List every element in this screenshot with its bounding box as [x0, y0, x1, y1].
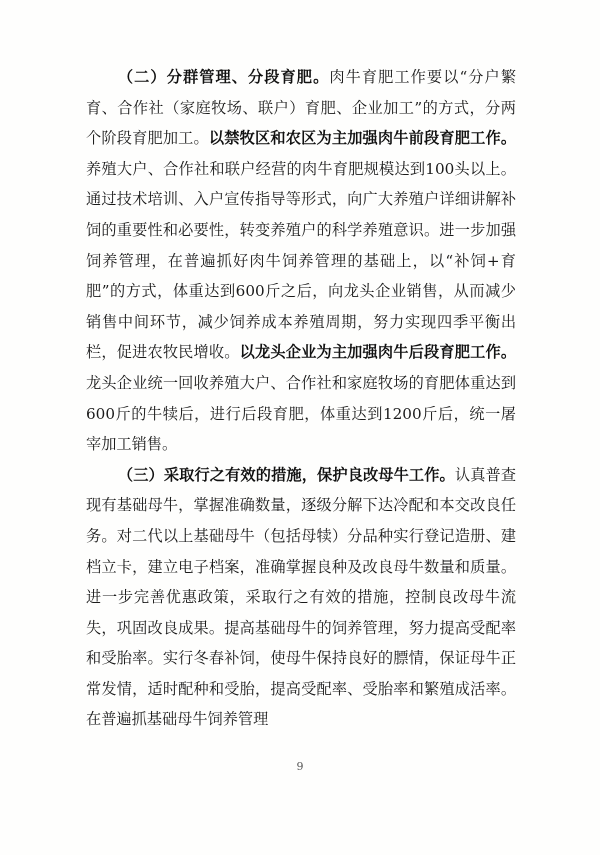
paragraph-text: 肉牛育肥工作要以“分户繁育、合作社（家庭牧场、联户）育肥、企业加工”的方式，分两个阶段育肥加工。 — [86, 68, 517, 148]
document-body — [86, 62, 516, 735]
paragraph-text: 龙头企业统一回收养殖大户、合作社和家庭牧场的育肥体重达到600斤的牛犊后，进行后段育肥，体重达到1200斤后，统一屠宰加工销售。 — [86, 373, 516, 454]
section-heading-2: （二）分群管理、分段育肥。 — [117, 68, 330, 86]
paragraph-protect-cows — [86, 460, 516, 735]
bold-statement-front-stage: 以禁牧区和农区为主加强肉牛前段育肥工作。 — [208, 129, 517, 148]
section-heading-3: （三）采取行之有效的措施，保护良改母牛工作。 — [117, 465, 455, 484]
page-number: 9 — [296, 760, 304, 773]
paragraph-grouped-management — [86, 62, 516, 460]
bold-statement-back-stage: 以龙头企业为主加强肉牛后段育肥工作。 — [239, 343, 517, 362]
paragraph-text: 认真普查现有基础母牛，掌握准确数量，逐级分解下达冷配和本交改良任务。对二代以上基础母牛（包括母犊）分品种实行登记造册、建档立卡，建立电子档案，准确掌握良种及改良母牛数量和质量。进一步完善优惠政策，采取行之有效的措施，控制良改母牛流失，巩固改良成果。提高基础母牛的饲养管理，努力提高受配率和受胎率。实行冬春补饲，使母牛保持良好的膘情，保证母牛正常发情，适时配种和受胎，提高受配率、受胎率和繁殖成活率。在普遍抓基础母牛饲养管理 — [86, 465, 517, 729]
paragraph-text: 养殖大户、合作社和联户经营的肉牛育肥规模达到100头以上。通过技术培训、入户宣传指导等形式，向广大养殖户详细讲解补饲的重要性和必要性，转变养殖户的科学养殖意识。进一步加强饲养管理，在普遍抓好肉牛饲养管理的基础上，以“补饲+育肥”的方式，体重达到600斤之后，向龙头企业销售，从而减少销售中间环节，减少饲养成本养殖周期，努力实现四季平衡出栏，促进农牧民增收。 — [86, 159, 516, 362]
